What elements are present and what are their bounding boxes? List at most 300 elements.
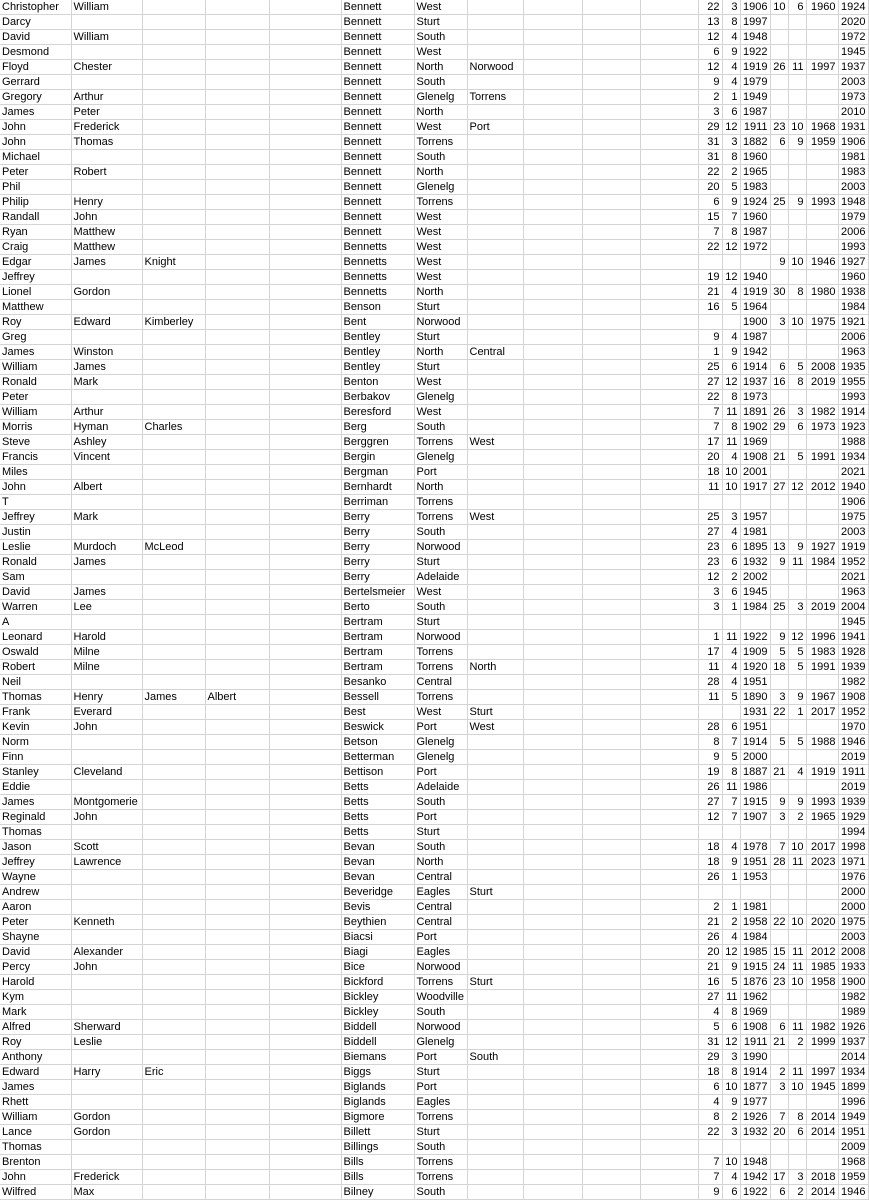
cell-surname[interactable]: Best <box>341 705 414 720</box>
cell-death-month[interactable] <box>788 270 806 285</box>
cell-debut-month[interactable]: 6 <box>722 585 740 600</box>
cell-debut-month[interactable]: 3 <box>722 510 740 525</box>
cell-middle-name-2[interactable] <box>142 150 205 165</box>
cell-blank-e[interactable] <box>269 270 341 285</box>
cell-blank-k[interactable] <box>640 135 698 150</box>
cell-club[interactable]: Port <box>414 465 467 480</box>
cell-blank-k[interactable] <box>640 30 698 45</box>
cell-middle-name-1[interactable]: Lee <box>71 600 142 615</box>
cell-blank-e[interactable] <box>269 510 341 525</box>
cell-blank-k[interactable] <box>640 690 698 705</box>
cell-middle-name-2[interactable] <box>142 1005 205 1020</box>
cell-birth-year[interactable]: 1969 <box>740 435 770 450</box>
cell-club[interactable]: Torrens <box>414 660 467 675</box>
cell-death-day[interactable] <box>770 150 788 165</box>
cell-debut-day[interactable]: 4 <box>698 1095 722 1110</box>
cell-blank-j[interactable] <box>582 915 640 930</box>
cell-club-2[interactable] <box>467 75 523 90</box>
cell-death-year[interactable]: 2020 <box>806 915 838 930</box>
cell-birth-year[interactable]: 1990 <box>740 1050 770 1065</box>
cell-death-year[interactable]: 1993 <box>806 195 838 210</box>
cell-death-day[interactable]: 17 <box>770 1170 788 1185</box>
cell-debut-month[interactable]: 1 <box>722 900 740 915</box>
cell-blank-j[interactable] <box>582 840 640 855</box>
cell-death-month[interactable]: 1 <box>788 705 806 720</box>
cell-death-month[interactable]: 5 <box>788 450 806 465</box>
cell-club[interactable]: Glenelg <box>414 90 467 105</box>
cell-death-year[interactable]: 1983 <box>806 645 838 660</box>
cell-debut-day[interactable]: 27 <box>698 990 722 1005</box>
cell-blank-i[interactable] <box>523 780 582 795</box>
cell-middle-name-3[interactable] <box>205 420 269 435</box>
cell-debut-day[interactable]: 25 <box>698 360 722 375</box>
cell-death-year[interactable]: 1985 <box>806 960 838 975</box>
cell-middle-name-2[interactable] <box>142 120 205 135</box>
cell-death-day[interactable]: 10 <box>770 0 788 15</box>
cell-blank-i[interactable] <box>523 1110 582 1125</box>
cell-debut-month[interactable]: 5 <box>722 300 740 315</box>
cell-debut-year[interactable]: 1923 <box>838 420 868 435</box>
cell-blank-j[interactable] <box>582 660 640 675</box>
cell-debut-day[interactable]: 19 <box>698 270 722 285</box>
cell-death-month[interactable]: 3 <box>788 600 806 615</box>
cell-debut-month[interactable] <box>722 705 740 720</box>
cell-first-name[interactable]: Greg <box>0 330 71 345</box>
cell-middle-name-3[interactable] <box>205 1140 269 1155</box>
cell-club[interactable]: Norwood <box>414 1020 467 1035</box>
cell-first-name[interactable]: Reginald <box>0 810 71 825</box>
cell-middle-name-1[interactable]: Vincent <box>71 450 142 465</box>
cell-first-name[interactable]: William <box>0 1110 71 1125</box>
cell-club[interactable]: Central <box>414 870 467 885</box>
cell-birth-year[interactable]: 1887 <box>740 765 770 780</box>
cell-club-2[interactable] <box>467 0 523 15</box>
cell-middle-name-3[interactable] <box>205 660 269 675</box>
cell-blank-j[interactable] <box>582 390 640 405</box>
cell-death-day[interactable] <box>770 30 788 45</box>
cell-debut-month[interactable]: 6 <box>722 105 740 120</box>
cell-blank-i[interactable] <box>523 570 582 585</box>
cell-blank-j[interactable] <box>582 1005 640 1020</box>
cell-death-month[interactable] <box>788 330 806 345</box>
cell-middle-name-2[interactable] <box>142 1035 205 1050</box>
cell-debut-year[interactable]: 1939 <box>838 660 868 675</box>
cell-blank-e[interactable] <box>269 810 341 825</box>
cell-birth-year[interactable]: 1907 <box>740 810 770 825</box>
cell-death-day[interactable] <box>770 870 788 885</box>
cell-debut-day[interactable]: 2 <box>698 90 722 105</box>
cell-club[interactable]: Glenelg <box>414 450 467 465</box>
cell-birth-year[interactable]: 1937 <box>740 375 770 390</box>
cell-middle-name-3[interactable] <box>205 1185 269 1200</box>
cell-debut-month[interactable]: 12 <box>722 1035 740 1050</box>
cell-death-day[interactable] <box>770 570 788 585</box>
cell-middle-name-1[interactable] <box>71 750 142 765</box>
cell-first-name[interactable]: Leslie <box>0 540 71 555</box>
cell-debut-month[interactable]: 8 <box>722 765 740 780</box>
cell-debut-year[interactable]: 1989 <box>838 1005 868 1020</box>
cell-death-month[interactable] <box>788 15 806 30</box>
cell-middle-name-1[interactable]: Cleveland <box>71 765 142 780</box>
cell-blank-k[interactable] <box>640 660 698 675</box>
cell-blank-k[interactable] <box>640 75 698 90</box>
cell-blank-e[interactable] <box>269 420 341 435</box>
cell-debut-month[interactable]: 3 <box>722 1050 740 1065</box>
cell-death-year[interactable] <box>806 510 838 525</box>
cell-blank-e[interactable] <box>269 210 341 225</box>
cell-blank-i[interactable] <box>523 900 582 915</box>
cell-middle-name-2[interactable] <box>142 855 205 870</box>
cell-death-day[interactable] <box>770 1050 788 1065</box>
cell-blank-e[interactable] <box>269 1110 341 1125</box>
cell-debut-year[interactable]: 2004 <box>838 600 868 615</box>
cell-blank-k[interactable] <box>640 240 698 255</box>
cell-debut-month[interactable]: 12 <box>722 375 740 390</box>
cell-blank-e[interactable] <box>269 870 341 885</box>
cell-middle-name-3[interactable] <box>205 975 269 990</box>
cell-club[interactable]: West <box>414 120 467 135</box>
cell-death-year[interactable] <box>806 720 838 735</box>
cell-debut-month[interactable]: 11 <box>722 630 740 645</box>
cell-blank-i[interactable] <box>523 1140 582 1155</box>
cell-club-2[interactable] <box>467 150 523 165</box>
cell-debut-year[interactable]: 1937 <box>838 60 868 75</box>
cell-first-name[interactable]: Peter <box>0 390 71 405</box>
cell-blank-i[interactable] <box>523 795 582 810</box>
cell-middle-name-2[interactable] <box>142 390 205 405</box>
cell-first-name[interactable]: Morris <box>0 420 71 435</box>
cell-birth-year[interactable]: 1911 <box>740 120 770 135</box>
cell-death-year[interactable]: 2014 <box>806 1185 838 1200</box>
cell-death-month[interactable] <box>788 105 806 120</box>
cell-first-name[interactable]: Darcy <box>0 15 71 30</box>
cell-first-name[interactable]: Frank <box>0 705 71 720</box>
cell-birth-year[interactable]: 1909 <box>740 645 770 660</box>
cell-death-month[interactable]: 12 <box>788 480 806 495</box>
cell-debut-year[interactable]: 1951 <box>838 1125 868 1140</box>
cell-debut-month[interactable]: 8 <box>722 225 740 240</box>
cell-death-year[interactable]: 2012 <box>806 480 838 495</box>
cell-death-day[interactable] <box>770 900 788 915</box>
cell-club[interactable]: Adelaide <box>414 570 467 585</box>
cell-death-day[interactable] <box>770 300 788 315</box>
cell-middle-name-3[interactable] <box>205 555 269 570</box>
cell-death-day[interactable] <box>770 780 788 795</box>
cell-birth-year[interactable]: 1900 <box>740 315 770 330</box>
cell-birth-year[interactable]: 1924 <box>740 195 770 210</box>
cell-blank-k[interactable] <box>640 270 698 285</box>
cell-surname[interactable]: Bevan <box>341 840 414 855</box>
cell-club[interactable]: West <box>414 210 467 225</box>
cell-debut-year[interactable]: 1996 <box>838 1095 868 1110</box>
cell-surname[interactable]: Bevis <box>341 900 414 915</box>
cell-birth-year[interactable]: 1915 <box>740 795 770 810</box>
cell-club-2[interactable] <box>467 540 523 555</box>
cell-middle-name-1[interactable]: Scott <box>71 840 142 855</box>
cell-middle-name-1[interactable] <box>71 735 142 750</box>
cell-club[interactable]: West <box>414 45 467 60</box>
cell-debut-month[interactable]: 10 <box>722 1080 740 1095</box>
cell-death-month[interactable]: 9 <box>788 540 806 555</box>
cell-debut-day[interactable]: 12 <box>698 810 722 825</box>
cell-blank-e[interactable] <box>269 915 341 930</box>
cell-surname[interactable]: Bennett <box>341 135 414 150</box>
cell-middle-name-1[interactable]: Sherward <box>71 1020 142 1035</box>
cell-surname[interactable]: Betts <box>341 810 414 825</box>
cell-club-2[interactable] <box>467 210 523 225</box>
cell-death-day[interactable] <box>770 45 788 60</box>
cell-death-month[interactable] <box>788 210 806 225</box>
cell-death-year[interactable]: 1975 <box>806 315 838 330</box>
cell-debut-year[interactable]: 2019 <box>838 780 868 795</box>
cell-blank-k[interactable] <box>640 735 698 750</box>
cell-debut-day[interactable]: 9 <box>698 1185 722 1200</box>
cell-club-2[interactable] <box>467 645 523 660</box>
cell-debut-day[interactable]: 21 <box>698 285 722 300</box>
cell-middle-name-2[interactable] <box>142 480 205 495</box>
cell-club[interactable]: North <box>414 480 467 495</box>
cell-first-name[interactable]: Miles <box>0 465 71 480</box>
cell-death-day[interactable]: 3 <box>770 810 788 825</box>
cell-birth-year[interactable]: 1987 <box>740 105 770 120</box>
cell-debut-day[interactable]: 6 <box>698 1080 722 1095</box>
cell-middle-name-1[interactable]: Winston <box>71 345 142 360</box>
cell-club[interactable]: Central <box>414 900 467 915</box>
cell-debut-day[interactable]: 31 <box>698 1035 722 1050</box>
cell-blank-j[interactable] <box>582 60 640 75</box>
cell-debut-day[interactable]: 15 <box>698 210 722 225</box>
cell-first-name[interactable]: Warren <box>0 600 71 615</box>
cell-first-name[interactable]: Neil <box>0 675 71 690</box>
cell-debut-month[interactable]: 6 <box>722 540 740 555</box>
cell-club-2[interactable] <box>467 390 523 405</box>
cell-death-month[interactable] <box>788 240 806 255</box>
cell-blank-j[interactable] <box>582 165 640 180</box>
cell-blank-i[interactable] <box>523 555 582 570</box>
cell-death-year[interactable] <box>806 90 838 105</box>
cell-middle-name-2[interactable] <box>142 990 205 1005</box>
cell-blank-k[interactable] <box>640 0 698 15</box>
cell-club-2[interactable] <box>467 825 523 840</box>
cell-club-2[interactable] <box>467 630 523 645</box>
cell-middle-name-2[interactable] <box>142 645 205 660</box>
cell-birth-year[interactable]: 1983 <box>740 180 770 195</box>
cell-debut-day[interactable]: 23 <box>698 540 722 555</box>
cell-debut-year[interactable]: 1976 <box>838 870 868 885</box>
cell-blank-e[interactable] <box>269 780 341 795</box>
cell-club[interactable]: Torrens <box>414 495 467 510</box>
cell-middle-name-1[interactable] <box>71 1095 142 1110</box>
cell-death-year[interactable]: 1958 <box>806 975 838 990</box>
cell-death-month[interactable]: 9 <box>788 690 806 705</box>
cell-blank-e[interactable] <box>269 570 341 585</box>
cell-club-2[interactable] <box>467 1155 523 1170</box>
cell-surname[interactable]: Bennett <box>341 105 414 120</box>
cell-blank-j[interactable] <box>582 1065 640 1080</box>
cell-club-2[interactable] <box>467 765 523 780</box>
cell-debut-year[interactable]: 1979 <box>838 210 868 225</box>
cell-debut-year[interactable]: 1993 <box>838 390 868 405</box>
cell-debut-year[interactable]: 1921 <box>838 315 868 330</box>
cell-death-month[interactable] <box>788 300 806 315</box>
cell-blank-j[interactable] <box>582 1020 640 1035</box>
cell-first-name[interactable]: Stanley <box>0 765 71 780</box>
cell-blank-j[interactable] <box>582 555 640 570</box>
cell-middle-name-1[interactable] <box>71 885 142 900</box>
cell-club-2[interactable] <box>467 870 523 885</box>
cell-blank-i[interactable] <box>523 1095 582 1110</box>
cell-blank-k[interactable] <box>640 645 698 660</box>
cell-first-name[interactable]: T <box>0 495 71 510</box>
cell-debut-month[interactable]: 4 <box>722 930 740 945</box>
cell-birth-year[interactable]: 1914 <box>740 360 770 375</box>
cell-surname[interactable]: Bergin <box>341 450 414 465</box>
cell-first-name[interactable]: Aaron <box>0 900 71 915</box>
cell-blank-i[interactable] <box>523 165 582 180</box>
cell-debut-month[interactable]: 2 <box>722 915 740 930</box>
cell-death-year[interactable]: 1946 <box>806 255 838 270</box>
cell-middle-name-2[interactable] <box>142 825 205 840</box>
cell-death-year[interactable]: 1982 <box>806 1020 838 1035</box>
cell-first-name[interactable]: Leonard <box>0 630 71 645</box>
cell-middle-name-1[interactable]: Ashley <box>71 435 142 450</box>
cell-debut-month[interactable]: 12 <box>722 240 740 255</box>
cell-blank-i[interactable] <box>523 645 582 660</box>
cell-birth-year[interactable]: 1917 <box>740 480 770 495</box>
cell-debut-day[interactable]: 12 <box>698 30 722 45</box>
cell-death-day[interactable]: 13 <box>770 540 788 555</box>
cell-middle-name-2[interactable] <box>142 90 205 105</box>
cell-middle-name-3[interactable] <box>205 1110 269 1125</box>
cell-debut-year[interactable]: 1973 <box>838 90 868 105</box>
cell-birth-year[interactable]: 1951 <box>740 720 770 735</box>
cell-debut-month[interactable]: 3 <box>722 0 740 15</box>
cell-blank-i[interactable] <box>523 360 582 375</box>
cell-death-day[interactable]: 21 <box>770 765 788 780</box>
cell-middle-name-3[interactable] <box>205 225 269 240</box>
cell-club[interactable]: Port <box>414 765 467 780</box>
cell-blank-j[interactable] <box>582 285 640 300</box>
cell-middle-name-3[interactable] <box>205 1020 269 1035</box>
cell-death-month[interactable]: 11 <box>788 555 806 570</box>
cell-club-2[interactable] <box>467 525 523 540</box>
cell-surname[interactable]: Bennett <box>341 225 414 240</box>
cell-death-year[interactable]: 1960 <box>806 0 838 15</box>
cell-debut-day[interactable]: 19 <box>698 765 722 780</box>
cell-blank-e[interactable] <box>269 1155 341 1170</box>
cell-blank-e[interactable] <box>269 195 341 210</box>
cell-death-day[interactable]: 21 <box>770 450 788 465</box>
cell-middle-name-2[interactable] <box>142 675 205 690</box>
cell-surname[interactable]: Biddell <box>341 1020 414 1035</box>
cell-middle-name-2[interactable] <box>142 360 205 375</box>
cell-blank-k[interactable] <box>640 720 698 735</box>
cell-blank-j[interactable] <box>582 900 640 915</box>
cell-debut-day[interactable]: 22 <box>698 240 722 255</box>
cell-debut-month[interactable]: 9 <box>722 960 740 975</box>
cell-debut-day[interactable]: 28 <box>698 675 722 690</box>
cell-birth-year[interactable]: 1951 <box>740 855 770 870</box>
cell-surname[interactable]: Beythien <box>341 915 414 930</box>
cell-club-2[interactable] <box>467 30 523 45</box>
cell-middle-name-3[interactable] <box>205 285 269 300</box>
cell-middle-name-3[interactable] <box>205 570 269 585</box>
cell-first-name[interactable]: Edward <box>0 1065 71 1080</box>
cell-debut-year[interactable]: 2010 <box>838 105 868 120</box>
cell-death-day[interactable] <box>770 105 788 120</box>
cell-blank-e[interactable] <box>269 900 341 915</box>
cell-debut-day[interactable]: 1 <box>698 345 722 360</box>
cell-blank-k[interactable] <box>640 855 698 870</box>
cell-middle-name-3[interactable] <box>205 915 269 930</box>
cell-club-2[interactable] <box>467 15 523 30</box>
cell-first-name[interactable]: Thomas <box>0 690 71 705</box>
cell-birth-year[interactable]: 1969 <box>740 1005 770 1020</box>
cell-blank-j[interactable] <box>582 1140 640 1155</box>
cell-debut-month[interactable]: 4 <box>722 840 740 855</box>
cell-middle-name-3[interactable] <box>205 210 269 225</box>
cell-club[interactable]: Torrens <box>414 135 467 150</box>
cell-blank-i[interactable] <box>523 120 582 135</box>
cell-middle-name-2[interactable] <box>142 1080 205 1095</box>
cell-surname[interactable]: Bennett <box>341 30 414 45</box>
cell-debut-day[interactable]: 21 <box>698 960 722 975</box>
cell-middle-name-2[interactable] <box>142 345 205 360</box>
cell-birth-year[interactable]: 1973 <box>740 390 770 405</box>
cell-debut-year[interactable]: 1981 <box>838 150 868 165</box>
cell-birth-year[interactable]: 1908 <box>740 1020 770 1035</box>
cell-first-name[interactable]: Craig <box>0 240 71 255</box>
cell-club-2[interactable] <box>467 915 523 930</box>
cell-death-month[interactable] <box>788 1050 806 1065</box>
cell-middle-name-1[interactable]: John <box>71 960 142 975</box>
cell-blank-k[interactable] <box>640 810 698 825</box>
cell-death-year[interactable] <box>806 465 838 480</box>
cell-middle-name-2[interactable] <box>142 1050 205 1065</box>
cell-middle-name-1[interactable]: James <box>71 555 142 570</box>
cell-blank-e[interactable] <box>269 345 341 360</box>
cell-death-month[interactable]: 10 <box>788 315 806 330</box>
cell-death-month[interactable] <box>788 1140 806 1155</box>
cell-surname[interactable]: Berry <box>341 510 414 525</box>
cell-blank-k[interactable] <box>640 510 698 525</box>
cell-debut-month[interactable]: 10 <box>722 480 740 495</box>
cell-debut-month[interactable]: 7 <box>722 810 740 825</box>
cell-blank-i[interactable] <box>523 1020 582 1035</box>
cell-first-name[interactable]: Lionel <box>0 285 71 300</box>
cell-death-day[interactable] <box>770 90 788 105</box>
cell-blank-k[interactable] <box>640 705 698 720</box>
cell-surname[interactable]: Betts <box>341 795 414 810</box>
cell-first-name[interactable]: Rhett <box>0 1095 71 1110</box>
cell-middle-name-2[interactable] <box>142 720 205 735</box>
cell-blank-j[interactable] <box>582 615 640 630</box>
cell-surname[interactable]: Bennett <box>341 60 414 75</box>
cell-first-name[interactable]: Jason <box>0 840 71 855</box>
cell-blank-e[interactable] <box>269 135 341 150</box>
cell-club[interactable]: West <box>414 225 467 240</box>
cell-death-day[interactable] <box>770 270 788 285</box>
cell-middle-name-3[interactable] <box>205 705 269 720</box>
cell-death-day[interactable] <box>770 885 788 900</box>
cell-birth-year[interactable]: 1920 <box>740 660 770 675</box>
cell-death-day[interactable]: 9 <box>770 255 788 270</box>
cell-birth-year[interactable]: 2000 <box>740 750 770 765</box>
cell-blank-k[interactable] <box>640 525 698 540</box>
cell-death-month[interactable]: 10 <box>788 975 806 990</box>
cell-death-month[interactable] <box>788 750 806 765</box>
cell-first-name[interactable]: John <box>0 1170 71 1185</box>
